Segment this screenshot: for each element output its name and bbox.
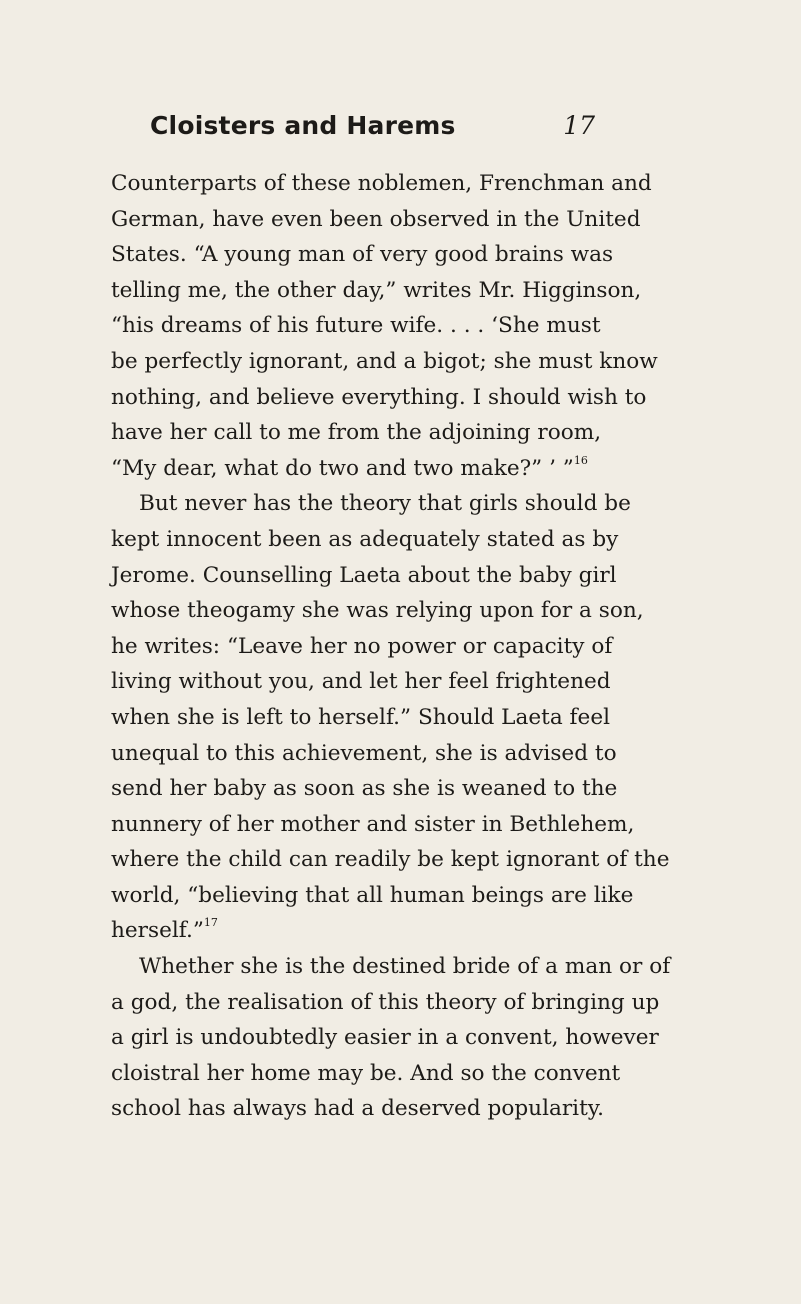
- text-line-with-footnote: [111, 913, 596, 949]
- text-line: nunnery of her mother and sister in Bethlehem,: [111, 811, 635, 837]
- text-line: telling me, the other day,” writes Mr. Higginson,: [111, 277, 642, 303]
- text-line: German, have even been observed in the United: [111, 206, 641, 232]
- text-line: where the child can readily be kept ignorant of the: [111, 847, 670, 873]
- text-line: a girl is undoubtedly easier in a convent, however: [111, 1025, 659, 1051]
- text-line: whose theogamy she was relying upon for a son,: [111, 598, 644, 624]
- page-number: 17: [563, 111, 595, 140]
- text-line: States. “A young man of very good brains was: [111, 242, 614, 268]
- text-line: But never has the theory that girls should be: [139, 491, 631, 517]
- text-line: living without you, and let her feel frightened: [111, 669, 611, 695]
- text-line: Whether she is the destined bride of a man or of: [139, 954, 671, 980]
- text-line: world, “believing that all human beings are like: [111, 882, 634, 908]
- text-line: a god, the realisation of this theory of bringing up: [111, 989, 660, 1015]
- text-line: school has always had a deserved popularity.: [111, 1096, 604, 1122]
- text-line: unequal to this achievement, she is advised to: [111, 740, 617, 766]
- text-line: kept innocent been as adequately stated as by: [111, 526, 619, 552]
- footnote-marker-17: 17: [203, 916, 218, 930]
- text-line: have her call to me from the adjoining room,: [111, 420, 602, 446]
- running-title: Cloisters and Harems: [150, 111, 456, 140]
- text-line: “his dreams of his future wife. . . . ‘She must: [111, 313, 601, 339]
- footnote-marker-16: 16: [573, 453, 588, 467]
- text-line: herself.”: [111, 918, 204, 944]
- body-text: [111, 166, 671, 1127]
- text-line: be perfectly ignorant, and a bigot; she must know: [111, 348, 658, 374]
- text-line: he writes: “Leave her no power or capacity of: [111, 633, 613, 659]
- text-line: cloistral her home may be. And so the convent: [111, 1060, 621, 1086]
- text-line: nothing, and believe everything. I should wish to: [111, 384, 647, 410]
- text-line: Counterparts of these noblemen, Frenchman and: [111, 171, 652, 196]
- text-line: when she is left to herself.” Should Laeta feel: [111, 704, 611, 730]
- running-head: [150, 111, 595, 147]
- text-line: “My dear, what do two and two make?” ’ ”: [111, 455, 574, 481]
- text-line-with-footnote: [111, 451, 596, 487]
- text-line: Jerome. Counselling Laeta about the baby girl: [111, 562, 617, 588]
- text-line: send her baby as soon as she is weaned to the: [111, 776, 618, 802]
